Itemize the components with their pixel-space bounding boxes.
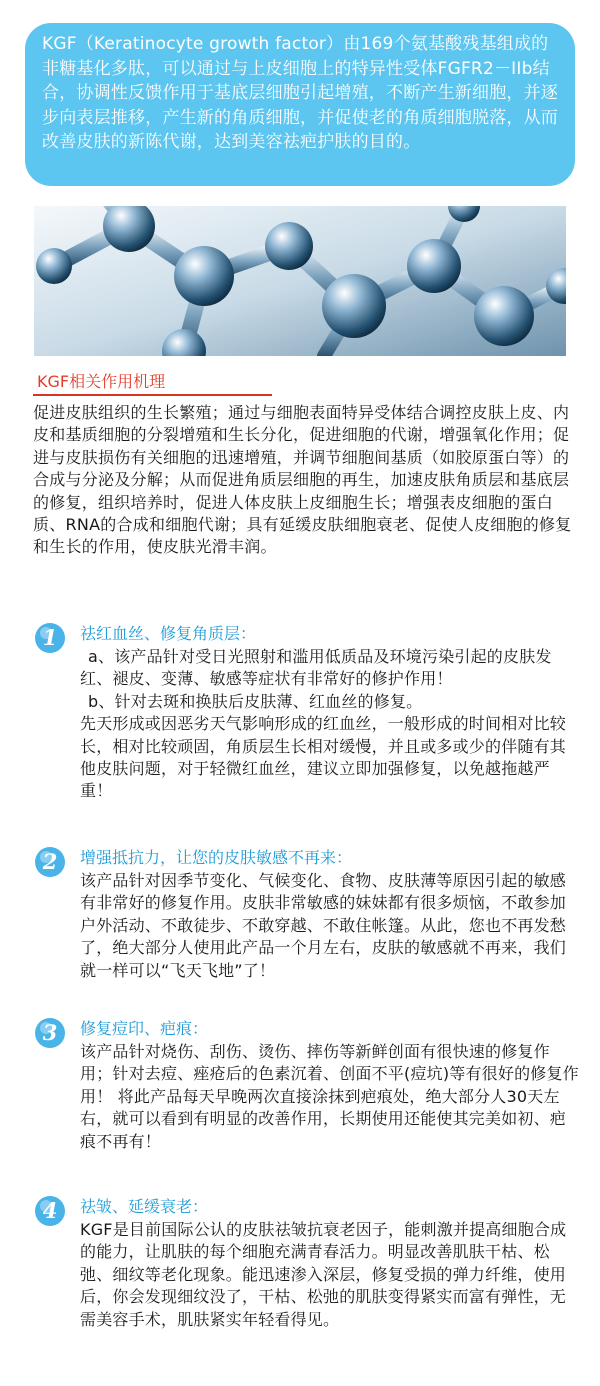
mechanism-body: 促进皮肤组织的生长繁殖；通过与细胞表面特异受体结合调控皮肤上皮、内皮和基质细胞的分裂增殖和生长分化，促进细胞的代谢，增强氧化作用；促进与皮肤损伤有关细胞的迅速增殖，并调节细胞间基质（如胶原蛋白等）的合成与分泌及分解；从而促进角质层细胞的再生，加速皮肤角质层和基底层的修复，组织培养时，促进人体皮肤上皮细胞生长；增强表皮细胞的蛋白质、RNA的合成和细胞代谢；具有延缓皮肤细胞衰老、促使人皮细胞的修复和生长的作用，使皮肤光滑丰润。 <box>33 403 572 557</box>
section-paragraph: KGF是目前国际公认的皮肤祛皱抗衰老因子，能刺激并提高细胞合成的能力，让肌肤的每个细胞充满青春活力。明显改善肌肤干枯、松弛、细纹等老化现象。能迅速渗入深层，修复受损的弹力纤维，使用后，你会发现细纹没了，干枯、松弛的肌肤变得紧实而富有弹性，无需美容手术，肌肤紧实年轻看得见。 <box>80 1220 567 1329</box>
section-paragraph: 该产品针对烧伤、刮伤、烫伤、摔伤等新鲜创面有很快速的修复作用；针对去痘、痤疮后的色素沉着、创面不平(痘坑)等有很好的修复作用！ 将此产品每天早晚两次直接涂抹到疤痕处，绝大部分人30天左右，就可以看到有明显的改善作用，长期使用还能使其完美如初、疤痕不再有！ <box>80 1042 579 1151</box>
section-paragraph: a、该产品针对受日光照射和滥用低质品及环境污染引起的皮肤发红、褪皮、变薄、敏感等症状有非常好的修护作用！ <box>80 647 552 689</box>
molecule-image <box>34 206 566 356</box>
badge-number: 1 <box>42 625 58 650</box>
section-title: 修复痘印、疤痕： <box>80 1019 209 1038</box>
mechanism-title: KGF相关作用机理 <box>33 372 272 396</box>
number-badge-icon <box>34 1195 66 1227</box>
number-badge-icon <box>34 846 66 878</box>
section-body <box>80 1041 580 1153</box>
section-title: 祛红血丝、修复角质层： <box>80 624 257 643</box>
section-title: 增强抵抗力，让您的皮肤敏感不再来： <box>80 848 353 867</box>
section-paragraph: b、针对去斑和换肤后皮肤薄、红血丝的修复。 <box>88 691 423 711</box>
molecule-illustration <box>34 206 566 356</box>
section-body <box>80 646 580 803</box>
badge-number: 3 <box>42 1020 58 1045</box>
section-body <box>80 870 580 982</box>
section-title: 祛皱、延缓衰老： <box>80 1197 209 1216</box>
intro-text: KGF（Keratinocyte growth factor）由169个氨基酸残基组成的非糖基化多肽，可以通过与上皮细胞上的特异性受体FGFR2－IIb结合，协调性反馈作用于基底层细胞引起增殖，不断产生新细胞，并逐步向表层推移，产生新的角质细胞，并促使老的角质细胞脱落，从而改善皮肤的新陈代谢，达到美容祛疤护肤的目的。 <box>42 34 558 153</box>
number-badge-icon <box>34 1017 66 1049</box>
number-badge-icon <box>34 622 66 654</box>
section-paragraph: 先天形成或因恶劣天气影响形成的红血丝，一般形成的时间相对比较长，相对比较顽固，角质层生长相对缓慢，并且或多或少的伴随有其他皮肤问题，对于轻微红血丝，建议立即加强修复，以免越拖越严重！ <box>80 714 567 801</box>
section-body <box>80 1219 580 1331</box>
badge-number: 2 <box>42 849 58 874</box>
badge-number: 4 <box>42 1198 58 1223</box>
section-paragraph: 该产品针对因季节变化、气候变化、食物、皮肤薄等原因引起的敏感有非常好的修复作用。皮肤非常敏感的妹妹都有很多烦恼，不敢参加户外活动、不敢徒步、不敢穿越、不敢住帐篷。从此，您也不再发愁了，绝大部分人使用此产品一个月左右，皮肤的敏感就不再来，我们就一样可以“飞天飞地”了！ <box>80 871 567 980</box>
